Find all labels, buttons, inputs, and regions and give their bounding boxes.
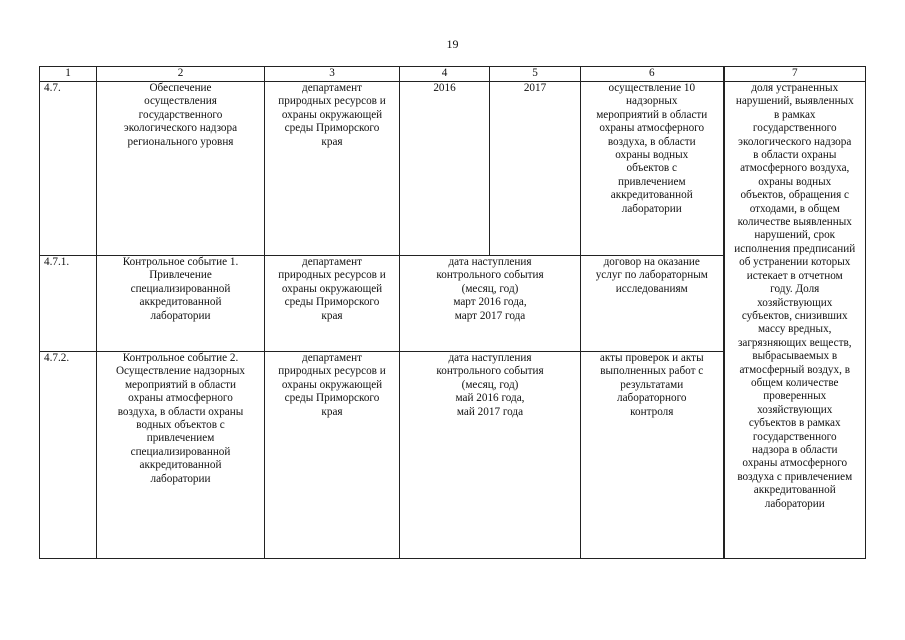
row-number: 4.7.2. (40, 352, 97, 559)
row-number: 4.7.1. (40, 256, 97, 352)
column-header-2: 2 (97, 67, 265, 82)
table-row (40, 82, 866, 256)
expected-result: акты проверок и акты выполненных работ с результатами лабораторного контроля (581, 352, 724, 559)
executor: департамент природных ресурсов и охраны окружающей среды Приморского края (265, 256, 400, 352)
page-number: 19 (446, 37, 459, 51)
measure-name: Контрольное событие 2. Осуществление надзорных мероприятий в области охраны атмосферного воздуха, в области охраны водных объектов с привлечением специализированной аккредитованной лаборатории (97, 352, 265, 559)
executor: департамент природных ресурсов и охраны окружающей среды Приморского края (265, 82, 400, 256)
column-header-6: 6 (581, 67, 724, 82)
column-header-3: 3 (265, 67, 400, 82)
start-year: 2016 (400, 82, 490, 256)
column-header-1: 1 (40, 67, 97, 82)
executor: департамент природных ресурсов и охраны окружающей среды Приморского края (265, 352, 400, 559)
expected-result: договор на оказание услуг по лабораторным исследованиям (581, 256, 724, 352)
indicator: доля устраненных нарушений, выявленных в рамках государственного экологического надзора в области охраны атмосферного воздуха, охраны водных объектов, обращения с отходами, в общем количестве выявленных нарушений, срок исполнения предписаний об устранении которых истекает в отчетном году. Доля хозяйствующих субъектов, снизивших массу вредных, загрязняющих веществ, выбрасываемых в атмосферный воздух, в общем количестве проверенных хозяйствующих субъектов в рамках государственного надзора в области охраны атмосферного воздуха с привлечением аккредитованной лаборатории (724, 82, 866, 559)
event-dates: дата наступления контрольного события (месяц, год) май 2016 года, май 2017 года (400, 352, 581, 559)
expected-result: осуществление 10 надзорных мероприятий в области охраны атмосферного воздуха, в области охраны водных объектов с привлечением аккредитованной лаборатории (581, 82, 724, 256)
header-row (40, 67, 866, 82)
end-year: 2017 (490, 82, 581, 256)
measure-name: Обеспечение осуществления государственного экологического надзора регионального уровня (97, 82, 265, 256)
column-header-5: 5 (490, 67, 581, 82)
measures-table (39, 66, 866, 559)
column-header-4: 4 (400, 67, 490, 82)
event-dates: дата наступления контрольного события (месяц, год) март 2016 года, март 2017 года (400, 256, 581, 352)
row-number: 4.7. (40, 82, 97, 256)
measure-name: Контрольное событие 1. Привлечение специализированной аккредитованной лаборатории (97, 256, 265, 352)
column-header-7: 7 (724, 67, 866, 82)
